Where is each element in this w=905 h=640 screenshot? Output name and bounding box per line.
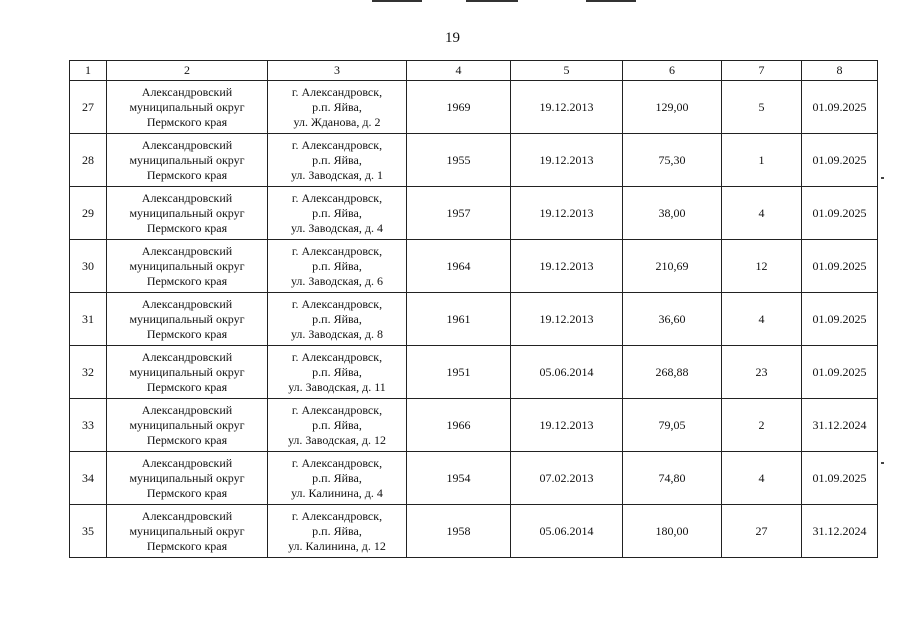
address-line: ул. Заводская, д. 4	[290, 220, 384, 235]
cell-owner	[107, 505, 268, 558]
cell-num: 29	[70, 187, 107, 240]
table-row	[70, 134, 878, 187]
cell-year: 1966	[407, 399, 511, 452]
address-line: ул. Жданова, д. 2	[293, 114, 381, 129]
cell-owner	[107, 134, 268, 187]
scan-mark	[372, 0, 422, 2]
column-header: 2	[107, 61, 268, 81]
address-line: г. Александровск,	[291, 243, 383, 258]
cell-num: 30	[70, 240, 107, 293]
cell-count: 5	[722, 81, 802, 134]
table-row	[70, 399, 878, 452]
cell-deadline: 01.09.2025	[802, 452, 878, 505]
owner-line: Александровский	[141, 137, 233, 152]
owner-line: муниципальный округ	[129, 523, 245, 538]
address-line: р.п. Яйва,	[312, 470, 362, 485]
column-header: 8	[802, 61, 878, 81]
cell-date: 19.12.2013	[511, 399, 623, 452]
cell-date: 19.12.2013	[511, 187, 623, 240]
cell-count: 2	[722, 399, 802, 452]
owner-line: муниципальный округ	[129, 364, 245, 379]
table-row	[70, 187, 878, 240]
address-line: р.п. Яйва,	[312, 258, 362, 273]
cell-date: 05.06.2014	[511, 505, 623, 558]
cell-num: 35	[70, 505, 107, 558]
cell-num: 31	[70, 293, 107, 346]
owner-line: Пермского края	[146, 220, 228, 235]
address-line: г. Александровск,	[291, 508, 383, 523]
scan-artifacts	[0, 0, 905, 4]
owner-line: Александровский	[141, 190, 233, 205]
cell-year: 1957	[407, 187, 511, 240]
cell-owner	[107, 293, 268, 346]
owner-line: Александровский	[141, 402, 233, 417]
owner-line: Пермского края	[146, 167, 228, 182]
table-row	[70, 346, 878, 399]
cell-num: 32	[70, 346, 107, 399]
cell-address	[268, 81, 407, 134]
cell-date: 19.12.2013	[511, 81, 623, 134]
address-line: р.п. Яйва,	[312, 152, 362, 167]
cell-count: 1	[722, 134, 802, 187]
cell-year: 1955	[407, 134, 511, 187]
table-header-row	[70, 61, 878, 81]
cell-address	[268, 346, 407, 399]
page-number: 19	[445, 30, 460, 46]
cell-num: 34	[70, 452, 107, 505]
address-line: ул. Заводская, д. 1	[290, 167, 384, 182]
address-line: р.п. Яйва,	[312, 311, 362, 326]
cell-address	[268, 505, 407, 558]
table-row	[70, 81, 878, 134]
cell-area: 75,30	[623, 134, 722, 187]
cell-num: 33	[70, 399, 107, 452]
address-line: ул. Калинина, д. 12	[288, 538, 386, 553]
cell-date: 19.12.2013	[511, 240, 623, 293]
address-line: г. Александровск,	[291, 296, 383, 311]
owner-line: муниципальный округ	[129, 152, 245, 167]
owner-line: муниципальный округ	[129, 311, 245, 326]
cell-area: 36,60	[623, 293, 722, 346]
address-line: ул. Заводская, д. 12	[287, 432, 387, 447]
owner-line: Александровский	[141, 296, 233, 311]
cell-num: 27	[70, 81, 107, 134]
owner-line: Пермского края	[146, 273, 228, 288]
cell-address	[268, 134, 407, 187]
column-header: 1	[70, 61, 107, 81]
address-line: р.п. Яйва,	[312, 523, 362, 538]
column-header: 6	[623, 61, 722, 81]
cell-deadline: 01.09.2025	[802, 240, 878, 293]
owner-line: муниципальный округ	[129, 470, 245, 485]
address-line: ул. Заводская, д. 6	[290, 273, 384, 288]
cell-deadline: 31.12.2024	[802, 505, 878, 558]
cell-count: 4	[722, 187, 802, 240]
address-line: ул. Заводская, д. 8	[290, 326, 384, 341]
cell-owner	[107, 240, 268, 293]
owner-line: муниципальный округ	[129, 258, 245, 273]
owner-line: Александровский	[141, 508, 233, 523]
cell-count: 4	[722, 452, 802, 505]
owner-line: муниципальный округ	[129, 417, 245, 432]
cell-owner	[107, 399, 268, 452]
owner-line: Александровский	[141, 243, 233, 258]
cell-deadline: 01.09.2025	[802, 346, 878, 399]
owner-line: Александровский	[141, 455, 233, 470]
cell-area: 74,80	[623, 452, 722, 505]
cell-address	[268, 399, 407, 452]
owner-line: Пермского края	[146, 485, 228, 500]
cell-owner	[107, 346, 268, 399]
column-header: 5	[511, 61, 623, 81]
address-line: г. Александровск,	[291, 349, 383, 364]
cell-count: 23	[722, 346, 802, 399]
cell-count: 27	[722, 505, 802, 558]
cell-year: 1951	[407, 346, 511, 399]
owner-line: Пермского края	[146, 326, 228, 341]
cell-area: 180,00	[623, 505, 722, 558]
address-line: г. Александровск,	[291, 190, 383, 205]
cell-area: 129,00	[623, 81, 722, 134]
cell-area: 210,69	[623, 240, 722, 293]
owner-line: муниципальный округ	[129, 205, 245, 220]
cell-year: 1964	[407, 240, 511, 293]
owner-line: Пермского края	[146, 114, 228, 129]
address-line: ул. Калинина, д. 4	[291, 485, 383, 500]
cell-area: 79,05	[623, 399, 722, 452]
cell-year: 1954	[407, 452, 511, 505]
cell-count: 12	[722, 240, 802, 293]
table-body	[70, 81, 878, 558]
address-line: г. Александровск,	[291, 84, 383, 99]
housing-registry-table	[69, 60, 878, 558]
cell-deadline: 01.09.2025	[802, 187, 878, 240]
address-line: р.п. Яйва,	[312, 99, 362, 114]
cell-num: 28	[70, 134, 107, 187]
scan-mark	[466, 0, 518, 2]
cell-date: 05.06.2014	[511, 346, 623, 399]
table-row	[70, 240, 878, 293]
scan-dot	[881, 177, 884, 179]
address-line: г. Александровск,	[291, 137, 383, 152]
cell-address	[268, 452, 407, 505]
table-row	[70, 505, 878, 558]
address-line: г. Александровск,	[291, 455, 383, 470]
cell-address	[268, 187, 407, 240]
cell-owner	[107, 452, 268, 505]
cell-area: 38,00	[623, 187, 722, 240]
owner-line: муниципальный округ	[129, 99, 245, 114]
address-line: г. Александровск,	[291, 402, 383, 417]
cell-deadline: 31.12.2024	[802, 399, 878, 452]
column-header: 7	[722, 61, 802, 81]
address-line: р.п. Яйва,	[312, 417, 362, 432]
cell-date: 07.02.2013	[511, 452, 623, 505]
cell-deadline: 01.09.2025	[802, 293, 878, 346]
cell-address	[268, 293, 407, 346]
cell-date: 19.12.2013	[511, 293, 623, 346]
owner-line: Пермского края	[146, 538, 228, 553]
owner-line: Александровский	[141, 349, 233, 364]
cell-deadline: 01.09.2025	[802, 134, 878, 187]
cell-year: 1969	[407, 81, 511, 134]
cell-year: 1961	[407, 293, 511, 346]
column-header: 3	[268, 61, 407, 81]
scan-mark	[586, 0, 636, 2]
address-line: ул. Заводская, д. 11	[288, 379, 386, 394]
cell-area: 268,88	[623, 346, 722, 399]
address-line: р.п. Яйва,	[312, 205, 362, 220]
table-row	[70, 452, 878, 505]
column-header: 4	[407, 61, 511, 81]
owner-line: Пермского края	[146, 379, 228, 394]
address-line: р.п. Яйва,	[312, 364, 362, 379]
scan-dot	[881, 462, 884, 464]
cell-address	[268, 240, 407, 293]
owner-line: Александровский	[141, 84, 233, 99]
owner-line: Пермского края	[146, 432, 228, 447]
cell-count: 4	[722, 293, 802, 346]
table-row	[70, 293, 878, 346]
cell-date: 19.12.2013	[511, 134, 623, 187]
cell-deadline: 01.09.2025	[802, 81, 878, 134]
cell-owner	[107, 81, 268, 134]
cell-owner	[107, 187, 268, 240]
cell-year: 1958	[407, 505, 511, 558]
